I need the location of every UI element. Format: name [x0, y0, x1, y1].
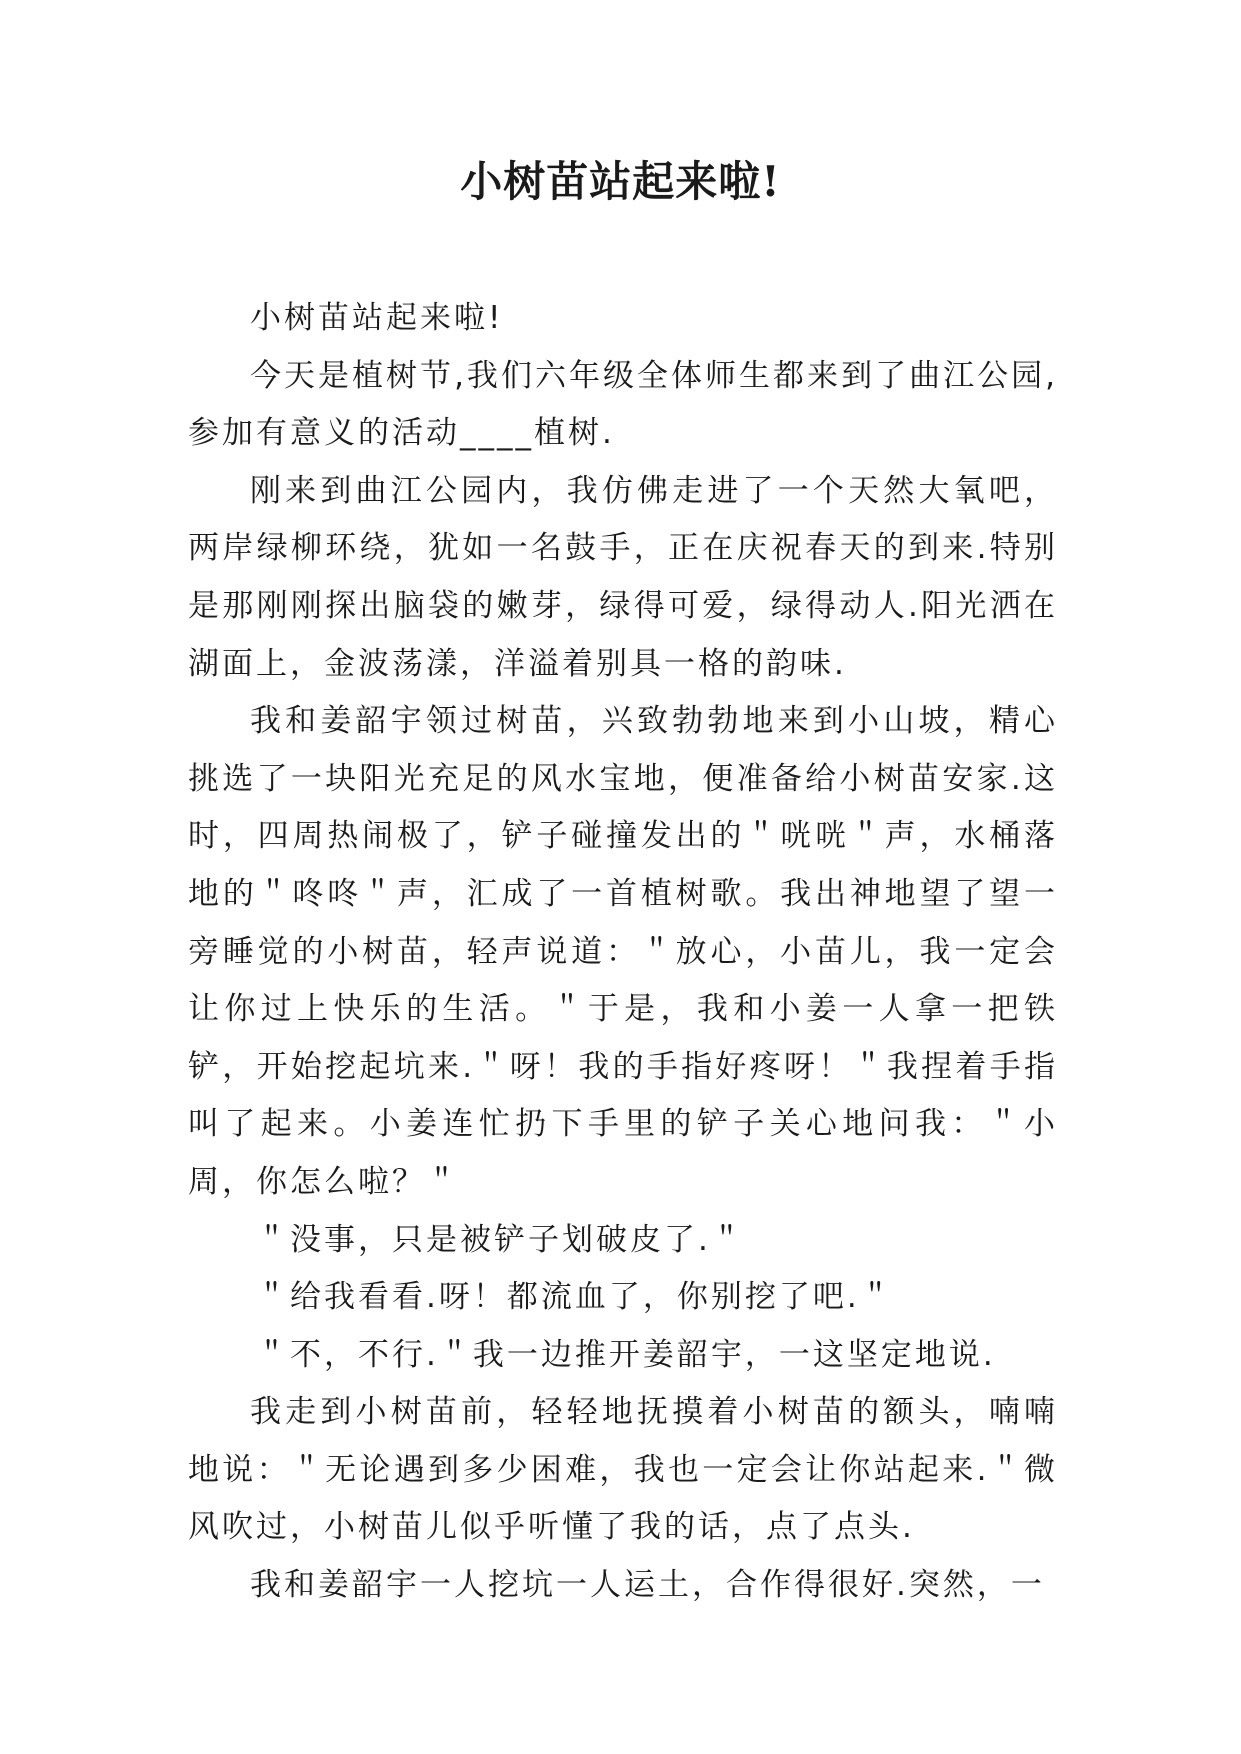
paragraph: ＂不，不行.＂我一边推开姜韶宇，一这坚定地说.: [256, 1336, 996, 1373]
paragraph: 今天是植树节,我们六年级全体师生都来到了曲江公园,参加有意义的活动____植树.: [188, 357, 1058, 452]
paragraph: 我走到小树苗前，轻轻地抚摸着小树苗的额头，喃喃地说：＂无论遇到多少困难，我也一定会让你站起来.＂微风吹过，小树苗儿似乎听懂了我的话，点了点头.: [188, 1394, 1058, 1546]
document-title: 小树苗站起来啦!: [460, 157, 781, 206]
paragraph: 刚来到曲江公园内，我仿佛走进了一个天然大氧吧，两岸绿柳环绕，犹如一名鼓手，正在庆祝春天的到来.特别是那刚刚探出脑袋的嫩芽，绿得可爱，绿得动人.阳光洒在湖面上，金波荡漾，洋溢着别具一格的韵味.: [188, 472, 1058, 682]
paragraph: 小树苗站起来啦!: [250, 300, 504, 336]
paragraph: 我和姜韶宇领过树苗，兴致勃勃地来到小山坡，精心挑选了一块阳光充足的风水宝地，便准备给小树苗安家.这时，四周热闹极了，铲子碰撞发出的＂咣咣＂声，水桶落地的＂咚咚＂声，汇成了一首植树歌。我出神地望了望一旁睡觉的小树苗，轻声说道：＂放心，小苗儿，我一定会让你过上快乐的生活。＂于是，我和小姜一人拿一把铁铲，开始挖起坑来.＂呀！我的手指好疼呀！＂我捏着手指叫了起来。小姜连忙扔下手里的铲子关心地问我：＂小周，你怎么啦？＂: [188, 703, 1058, 1200]
document-body: [188, 290, 1058, 1615]
paragraph: ＂没事，只是被铲子划破皮了.＂: [256, 1221, 745, 1258]
paragraph: ＂给我看看.呀！都流血了，你别挖了吧.＂: [256, 1279, 894, 1316]
paragraph: 我和姜韶宇一人挖坑一人运土，合作得很好.突然，一: [250, 1567, 1045, 1604]
